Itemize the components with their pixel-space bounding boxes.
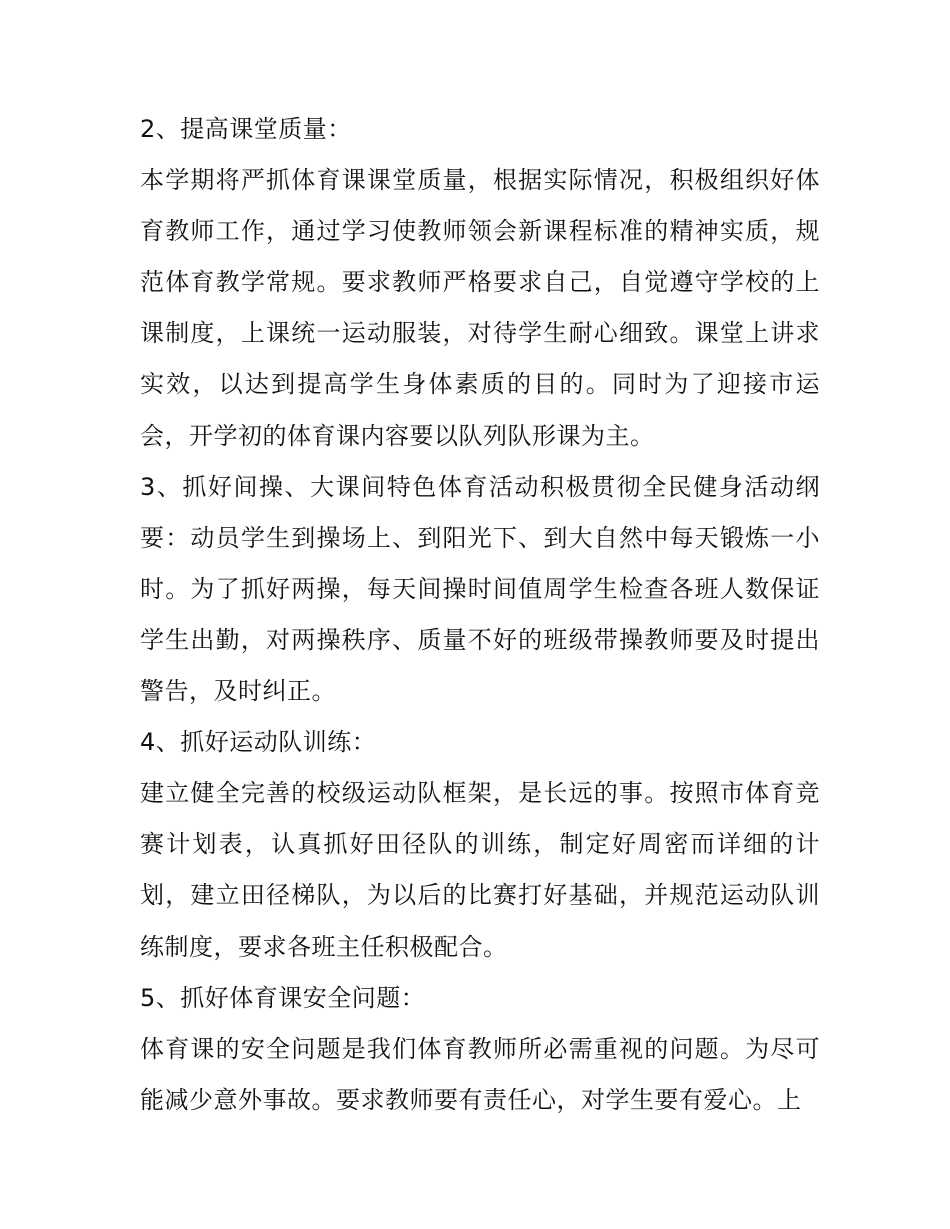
section-4-heading: 4、抓好运动队训练： [140,728,377,757]
section-2-body: 本学期将严抓体育课课堂质量，根据实际情况，积极组织好体育教师工作，通过学习使教师领会新课程标准的精神实质，规范体育教学常规。要求教师严格要求自己，自觉遵守学校的上课制度，上课统一运动服装，对待学生耐心细致。课堂上讲求实效，以达到提高学生身体素质的目的。同时为了迎接市运会，开学初的体育课内容要以队列队形课为主。 [140,166,820,450]
section-3-paragraph: 3、抓好间操、大课间特色体育活动积极贯彻全民健身活动纲要：动员学生到操场上、到阳光下、到大自然中每天锻炼一小时。为了抓好两操，每天间操时间值周学生检查各班人数保证学生出勤，对两操秩序、质量不好的班级带操教师要及时提出警告，及时纠正。 [140,472,820,706]
document-body [140,104,820,1126]
section-4-body: 建立健全完善的校级运动队框架，是长远的事。按照市体育竞赛计划表，认真抓好田径队的训练，制定好周密而详细的计划，建立田径梯队，为以后的比赛打好基础，并规范运动队训练制度，要求各班主任积极配合。 [140,779,820,961]
section-2-heading: 2、提高课堂质量： [140,115,352,143]
section-5-body: 体育课的安全问题是我们体育教师所必需重视的问题。为尽可能减少意外事故。要求教师要有责任心，对学生要有爱心。上 [140,1034,820,1114]
section-5-heading: 5、抓好体育课安全问题： [140,983,426,1012]
